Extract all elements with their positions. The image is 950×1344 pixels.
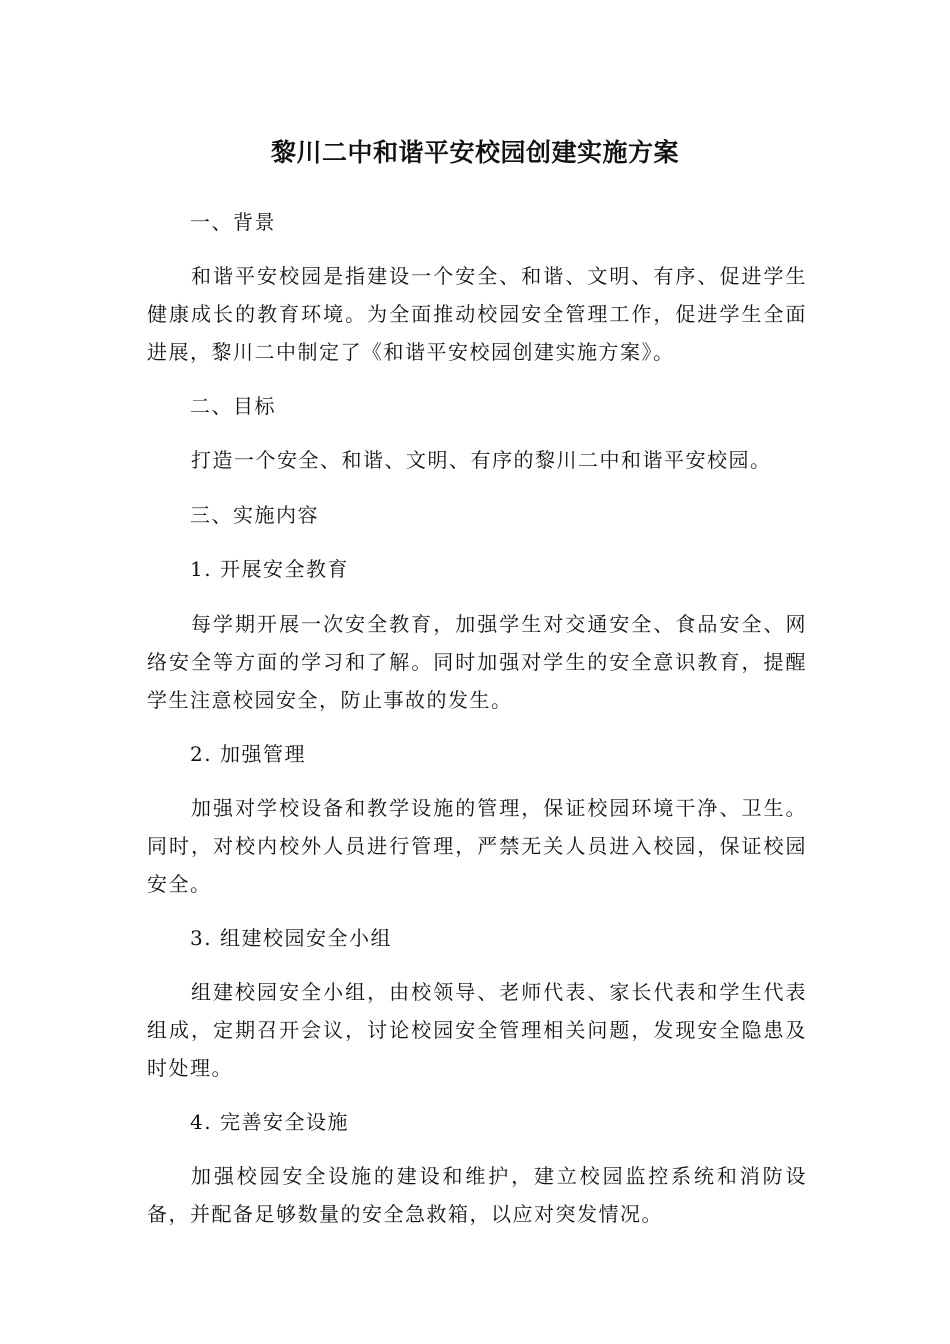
subsection-heading-management: 2. 加强管理 xyxy=(190,742,306,766)
paragraph-management: 加强对学校设备和教学设施的管理，保证校园环境干净、卫生。同时，对校内校外人员进行管理，严禁无关人员进入校园，保证校园安全。 xyxy=(147,796,807,896)
paragraph-safety-education: 每学期开展一次安全教育，加强学生对交通安全、食品安全、网络安全等方面的学习和了解。同时加强对学生的安全意识教育，提醒学生注意校园安全，防止事故的发生。 xyxy=(147,612,807,712)
section-heading-background: 一、背景 xyxy=(190,210,276,234)
section-heading-implementation: 三、实施内容 xyxy=(190,503,319,527)
paragraph-background: 和谐平安校园是指建设一个安全、和谐、文明、有序、促进学生健康成长的教育环境。为全面推动校园安全管理工作，促进学生全面进展，黎川二中制定了《和谐平安校园创建实施方案》。 xyxy=(147,264,807,364)
paragraph-safety-team: 组建校园安全小组，由校领导、老师代表、家长代表和学生代表组成，定期召开会议，讨论校园安全管理相关问题，发现安全隐患及时处理。 xyxy=(147,980,807,1080)
subsection-heading-safety-team: 3. 组建校园安全小组 xyxy=(190,926,392,950)
paragraph-safety-facilities: 加强校园安全设施的建设和维护，建立校园监控系统和消防设备，并配备足够数量的安全急救箱，以应对突发情况。 xyxy=(147,1164,807,1226)
document-title: 黎川二中和谐平安校园创建实施方案 xyxy=(270,138,679,167)
section-heading-goal: 二、目标 xyxy=(190,394,276,418)
subsection-heading-safety-facilities: 4. 完善安全设施 xyxy=(190,1110,349,1134)
paragraph-goal: 打造一个安全、和谐、文明、有序的黎川二中和谐平安校园。 xyxy=(191,448,772,472)
subsection-heading-safety-education: 1. 开展安全教育 xyxy=(190,557,349,581)
